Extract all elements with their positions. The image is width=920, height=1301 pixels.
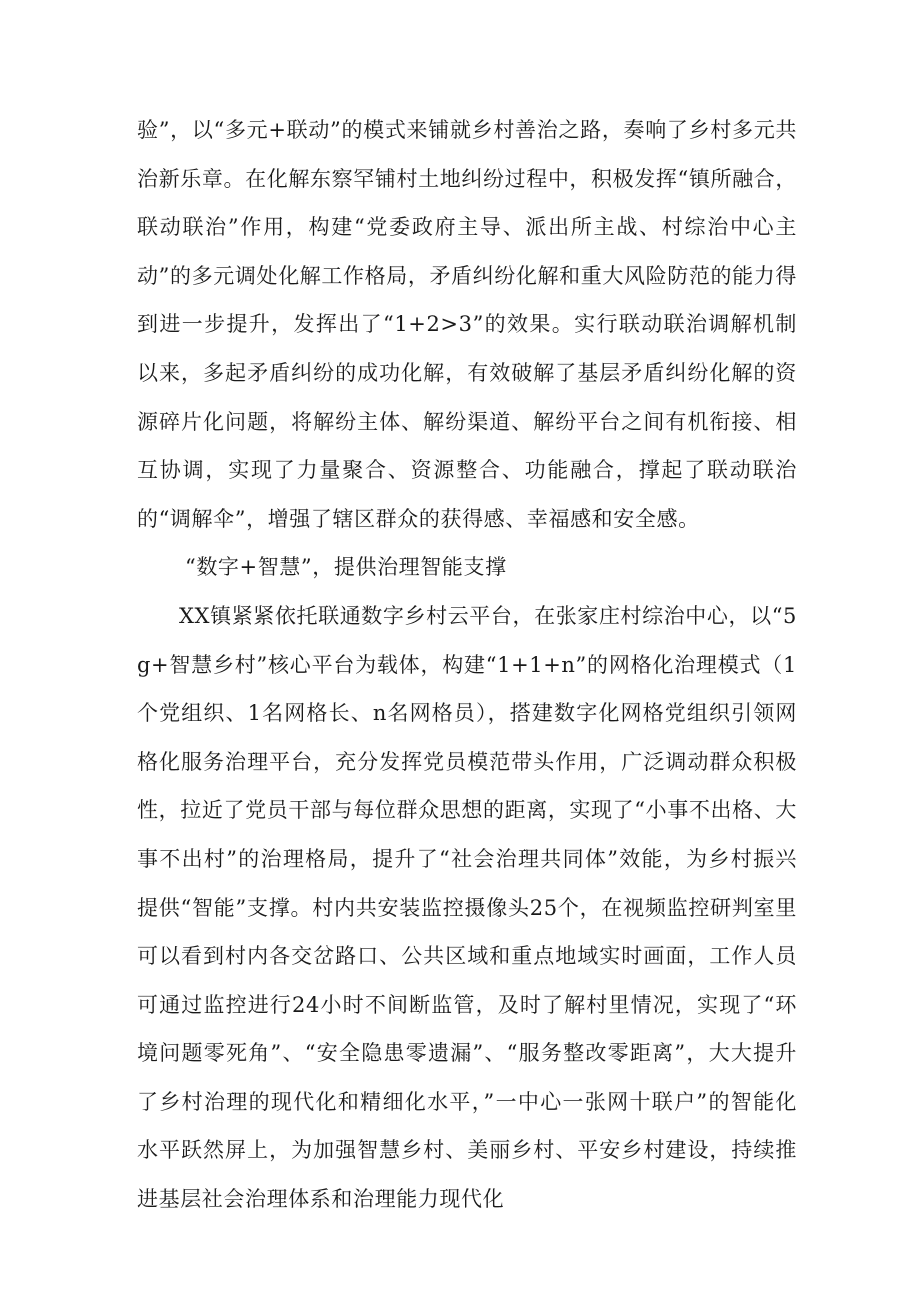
- document-body: [137, 106, 797, 1224]
- paragraph-continued: 验”，以“多元+联动”的模式来铺就乡村善治之路，奏响了乡村多元共治新乐章。在化解东察罕铺村土地纠纷过程中，积极发挥“镇所融合，联动联治”作用，构建“党委政府主导、派出所主战、村综治中心主动”的多元调处化解工作格局，矛盾纠纷化解和重大风险防范的能力得到进一步提升，发挥出了“1+2>3”的效果。实行联动联治调解机制以来，多起矛盾纠纷的成功化解，有效破解了基层矛盾纠纷化解的资源碎片化问题，将解纷主体、解纷渠道、解纷平台之间有机衔接、相互协调，实现了力量聚合、资源整合、功能融合，撑起了联动联治的“调解伞”，增强了辖区群众的获得感、幸福感和安全感。: [137, 118, 797, 531]
- section-heading: “数字+智慧”，提供治理智能支撑: [185, 555, 507, 580]
- paragraph-digital-governance: XX镇紧紧依托联通数字乡村云平台，在张家庄村综治中心，以“5g+智慧乡村”核心平台为载体，构建“1+1+n”的网格化治理模式（1个党组织、1名网格长、n名网格员），搭建数字化网格党组织引领网格化服务治理平台，充分发挥党员模范带头作用，广泛调动群众积极性，拉近了党员干部与每位群众思想的距离，实现了“小事不出格、大事不出村”的治理格局，提升了“社会治理共同体”效能，为乡村振兴提供“智能”支撑。村内共安装监控摄像头25个，在视频监控研判室里可以看到村内各交岔路口、公共区域和重点地域实时画面，工作人员可通过监控进行24小时不间断监管，及时了解村里情况，实现了“环境问题零死角”、“安全隐患零遗漏”、“服务整改零距离”，大大提升了乡村治理的现代化和精细化水平，”一中心一张网十联户”的智能化水平跃然屏上，为加强智慧乡村、美丽乡村、平安乡村建设，持续推进基层社会治理体系和治理能力现代化: [137, 603, 797, 1212]
